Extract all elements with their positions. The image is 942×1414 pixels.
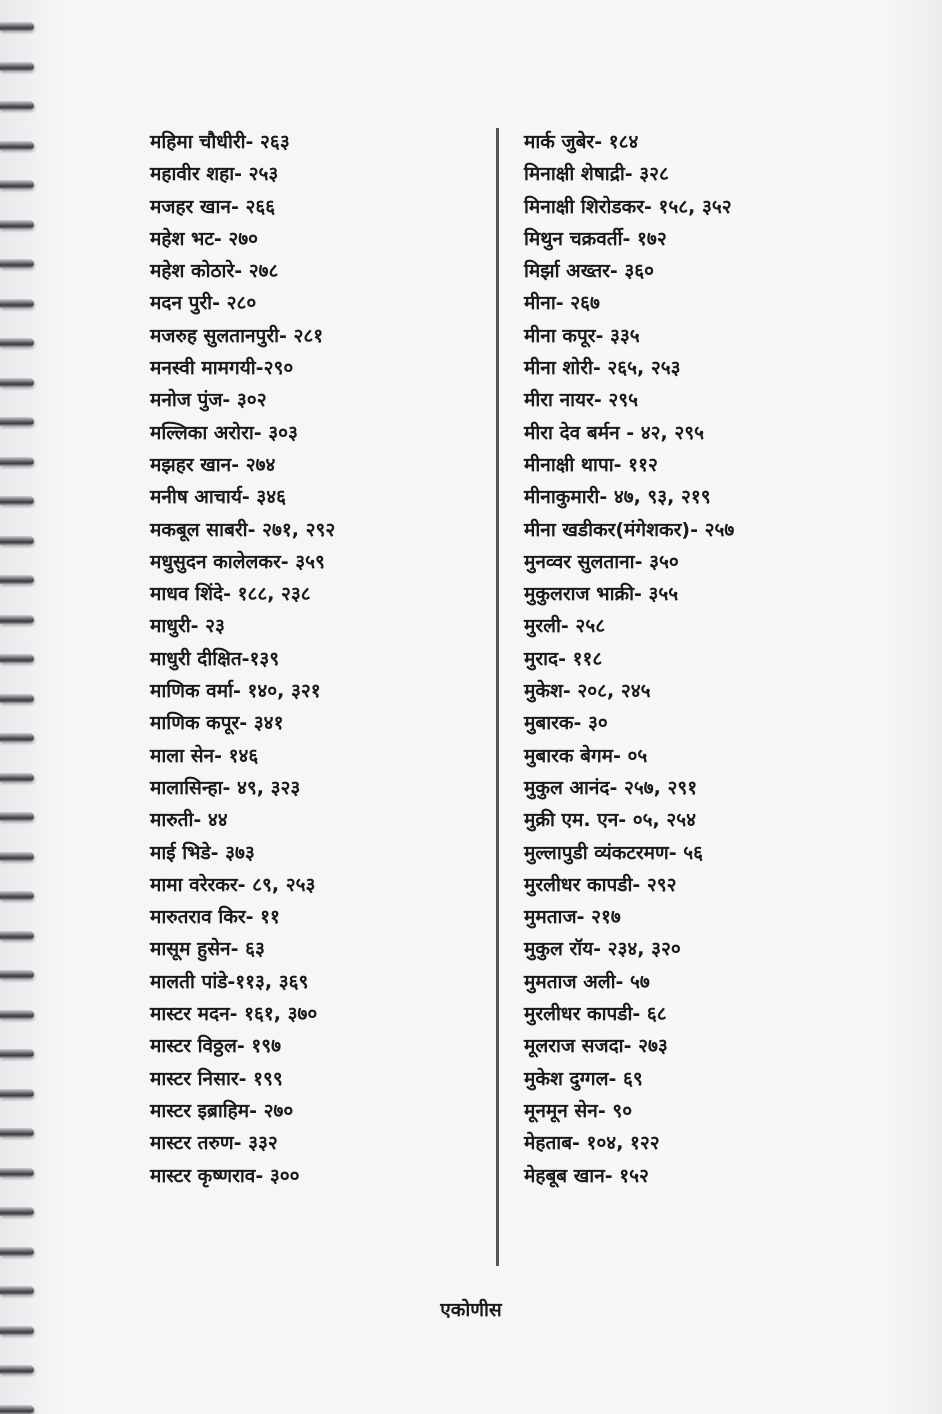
binding-ring — [0, 812, 34, 821]
binding-ring — [0, 970, 34, 979]
index-entry: मझहर खान- २७४ — [150, 453, 276, 476]
index-entry: मदन पुरी- २८० — [150, 292, 257, 315]
index-entry: मजहर खान- २६६ — [150, 195, 276, 218]
column-divider — [496, 128, 499, 1266]
binding-ring — [0, 536, 34, 545]
index-entry: मुरलीधर कापडी- ६८ — [524, 1003, 667, 1026]
binding-ring — [0, 1365, 34, 1374]
index-entry: मास्टर मदन- १६१, ३७० — [150, 1003, 318, 1026]
index-entry: मामा वरेरकर- ८९, २५३ — [150, 873, 316, 896]
binding-ring — [0, 773, 34, 782]
binding-ring — [0, 141, 34, 150]
binding-ring — [0, 1128, 34, 1137]
index-entry: मधुसुदन कालेलकर- ३५९ — [150, 550, 325, 573]
binding-ring — [0, 575, 34, 584]
binding-ring — [0, 654, 34, 663]
index-entry: मीना खडीकर(मंगेशकर)- २५७ — [524, 518, 735, 541]
index-entry: मल्लिका अरोरा- ३०३ — [150, 421, 298, 444]
index-column-right — [524, 126, 894, 1192]
binding-ring — [0, 1247, 34, 1256]
index-entry: मुमताज- २१७ — [524, 906, 621, 929]
index-entry: मास्टर तरुण- ३३२ — [150, 1132, 278, 1155]
index-entry: माणिक वर्मा- १४०, ३२१ — [150, 680, 321, 703]
index-entry: मास्टर निसार- १९९ — [150, 1067, 283, 1090]
binding-ring — [0, 1207, 34, 1216]
binding-ring — [0, 1010, 34, 1019]
index-entry: महेश भट- २७० — [150, 227, 259, 250]
index-entry: मुल्लापुडी व्यंकटरमण- ५६ — [524, 841, 704, 864]
binding-ring — [0, 417, 34, 426]
index-entry: मुकेश- २०८, २४५ — [524, 680, 651, 703]
index-entry: मुबारक बेगम- ०५ — [524, 744, 648, 767]
index-entry: मनस्वी मामगयी-२९० — [150, 357, 294, 380]
index-entry: मारुतराव किर- ११ — [150, 906, 280, 929]
index-entry: माधुरी दीक्षित-१३९ — [150, 647, 280, 670]
binding-ring — [0, 694, 34, 703]
binding-ring — [0, 733, 34, 742]
binding-ring — [0, 259, 34, 268]
index-entry: मालासिन्हा- ४९, ३२३ — [150, 776, 301, 799]
index-entry: मार्क जुबेर- १८४ — [524, 131, 639, 153]
index-entry: मजरुह सुलतानपुरी- २८१ — [150, 324, 324, 347]
index-entry: मुनव्वर सुलताना- ३५० — [524, 550, 679, 573]
index-entry: मुमताज अली- ५७ — [524, 970, 650, 993]
index-entry: मुकेश दुग्गल- ६९ — [524, 1067, 643, 1090]
binding-ring — [0, 220, 34, 229]
binding-ring — [0, 891, 34, 900]
binding-ring — [0, 852, 34, 861]
index-entry: मास्टर इब्राहिम- २७० — [150, 1099, 294, 1122]
binding-ring — [0, 1168, 34, 1177]
index-column-left — [150, 126, 490, 1192]
index-entry: मीनाकुमारी- ४७, ९३, २१९ — [524, 486, 711, 509]
binding-ring — [0, 338, 34, 347]
binding-ring — [0, 180, 34, 189]
binding-ring — [0, 1326, 34, 1335]
spiral-binding — [0, 0, 40, 1414]
binding-ring — [0, 931, 34, 940]
index-entry: मालती पांडे-११३, ३६९ — [150, 970, 309, 993]
index-entry: महावीर शहा- २५३ — [150, 163, 279, 186]
binding-ring — [0, 457, 34, 466]
index-entry: मीना कपूर- ३३५ — [524, 324, 640, 347]
binding-ring — [0, 496, 34, 505]
index-entry: मुक्री एम. एन- ०५, २५४ — [524, 809, 696, 832]
binding-ring — [0, 1286, 34, 1295]
index-entry: मिनाक्षी शिरोडकर- १५८, ३५२ — [524, 195, 732, 218]
index-entry: मीनाक्षी थापा- ११२ — [524, 453, 658, 476]
index-entry: मिथुन चक्रवर्ती- १७२ — [524, 227, 667, 250]
binding-ring — [0, 1405, 34, 1414]
binding-ring — [0, 101, 34, 110]
index-entry: मिनाक्षी शेषाद्री- ३२८ — [524, 163, 669, 186]
index-entry: मकबूल साबरी- २७१, २९२ — [150, 518, 336, 541]
index-entry: मास्टर कृष्णराव- ३०० — [150, 1164, 300, 1187]
index-entry: मुरलीधर कापडी- २९२ — [524, 873, 677, 896]
binding-ring — [0, 62, 34, 71]
index-entry: महेश कोठारे- २७८ — [150, 260, 279, 283]
index-entry: माणिक कपूर- ३४१ — [150, 712, 284, 735]
index-entry: मीरा देव बर्मन - ४२, २९५ — [524, 421, 704, 444]
index-entry: मनीष आचार्य- ३४६ — [150, 486, 286, 509]
binding-ring — [0, 1089, 34, 1098]
index-entry: मासूम हुसेन- ६३ — [150, 938, 265, 961]
index-entry: मूलराज सजदा- २७३ — [524, 1035, 668, 1058]
index-entry: मीना- २६७ — [524, 292, 600, 315]
index-entry: मुकुल आनंद- २५७, २९१ — [524, 776, 698, 799]
index-entry: मीना शोरी- २६५, २५३ — [524, 357, 681, 380]
index-entry: मुकुलराज भाक्री- ३५५ — [524, 583, 679, 606]
binding-ring — [0, 615, 34, 624]
index-entry: मेहताब- १०४, १२२ — [524, 1132, 660, 1155]
page-number: एकोणीस — [440, 1299, 502, 1321]
index-entry: मनोज पुंज- ३०२ — [150, 389, 267, 412]
binding-ring — [0, 299, 34, 308]
index-entry: मुराद- ११८ — [524, 647, 603, 670]
index-entry: माधव शिंदे- १८८, २३८ — [150, 583, 311, 606]
index-entry: मुबारक- ३० — [524, 712, 608, 735]
index-entry: मेहबूब खान- १५२ — [524, 1164, 649, 1187]
index-entry: मुरली- २५८ — [524, 615, 606, 638]
index-entry: मीरा नायर- २९५ — [524, 389, 638, 412]
index-entry: माई भिडे- ३७३ — [150, 841, 255, 864]
index-entry: माला सेन- १४६ — [150, 744, 259, 767]
index-entry: मास्टर विठ्ठल- १९७ — [150, 1035, 281, 1058]
index-entry: मारुती- ४४ — [150, 809, 228, 832]
binding-ring — [0, 1049, 34, 1058]
index-entry: मूनमून सेन- ९० — [524, 1099, 633, 1122]
index-entry: मिर्झा अख्तर- ३६० — [524, 260, 655, 283]
index-entry: मुकुल रॉय- २३४, ३२० — [524, 938, 681, 961]
binding-ring — [0, 378, 34, 387]
index-entry: महिमा चौधीरी- २६३ — [150, 131, 290, 153]
index-entry: माधुरी- २३ — [150, 615, 225, 638]
binding-ring — [0, 22, 34, 31]
